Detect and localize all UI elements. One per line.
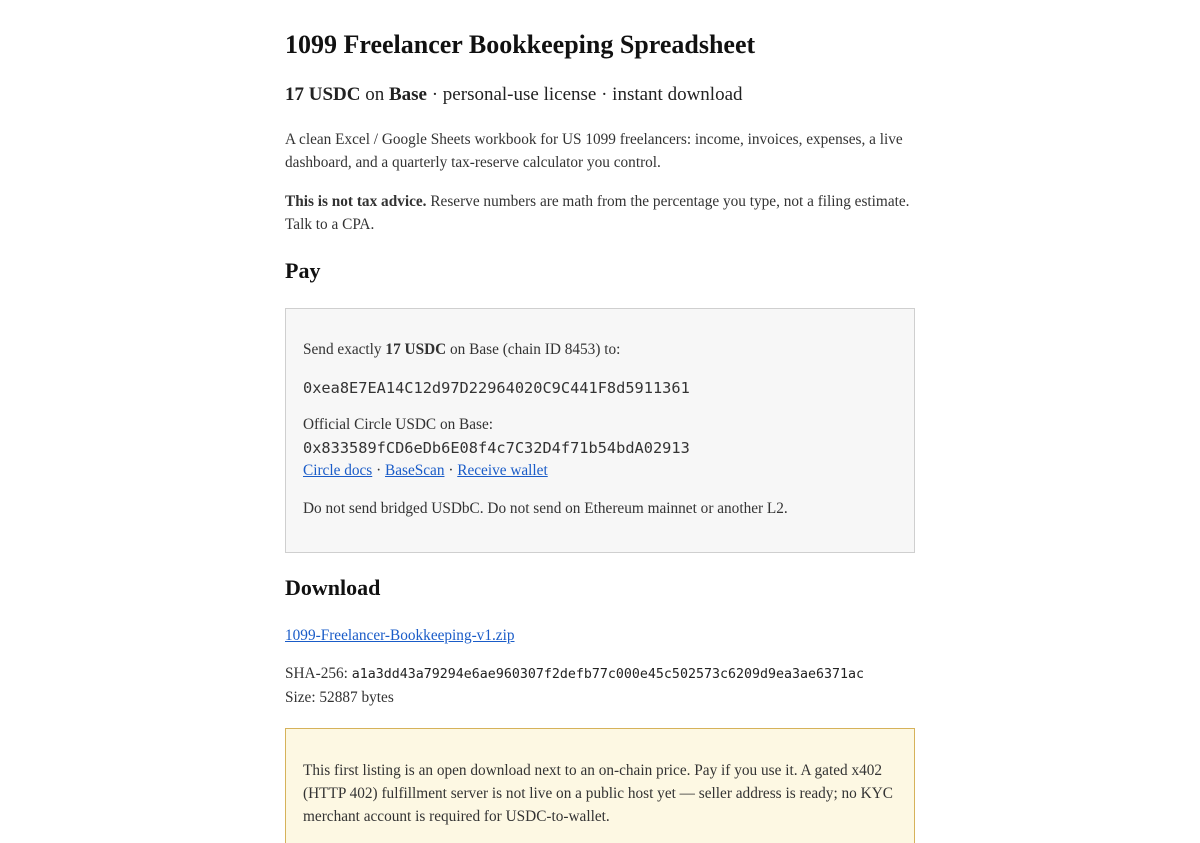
price-network: Base: [388, 84, 427, 105]
notice-text: This first listing is an open download next to an on-chain price. Pay if you use it. A gated x402 (HTTP 402) fulfillment server is not live on a public host yet — seller address is ready; no KYC merchant account is required for USDC-to-wallet.: [303, 762, 893, 825]
price-on: on: [365, 84, 385, 105]
tax-disclaimer: [285, 190, 915, 236]
download-link-row: [285, 624, 915, 647]
sha256-value: a1a3dd43a79294e6ae960307f2defb77c000e45c502573c6209d9ea3ae6371ac: [351, 667, 865, 682]
disclaimer-text: Reserve numbers are math from the percentage you type, not a filing estimate. Talk to a CPA.: [285, 193, 910, 233]
network-warning: Do not send bridged USDbC. Do not send on Ethereum mainnet or another L2.: [303, 500, 788, 517]
fulfillment-notice: [285, 728, 915, 843]
product-description: A clean Excel / Google Sheets workbook for US 1099 freelancers: income, invoices, expenses, a live dashboard, and a quarterly tax-reserve calculator you control.: [285, 131, 903, 171]
price-line: [285, 84, 743, 106]
price-amount: 17 USDC: [285, 84, 361, 105]
official-usdc-label: Official Circle USDC on Base:: [303, 416, 494, 433]
reference-links: [303, 459, 548, 482]
download-heading: Download: [285, 575, 381, 600]
official-usdc-address[interactable]: 0x833589fCD6eDb6E08f4c7C32D4f71b54bdA02913: [303, 439, 690, 457]
disclaimer-bold: This is not tax advice.: [285, 193, 427, 210]
send-prefix: Send exactly: [303, 341, 382, 358]
payment-box: [285, 308, 915, 553]
page-title: 1099 Freelancer Bookkeeping Spreadsheet: [285, 30, 756, 59]
circle-docs-link[interactable]: Circle docs: [303, 462, 373, 479]
download-file-link[interactable]: 1099-Freelancer-Bookkeeping-v1.zip: [285, 627, 515, 644]
sha256-row: [285, 662, 915, 686]
link-separator: ·: [376, 462, 382, 479]
license-info: · personal-use license · instant download: [431, 84, 743, 105]
basescan-link[interactable]: BaseScan: [385, 462, 445, 479]
receive-address[interactable]: 0xea8E7EA14C12d97D22964020C9C441F8d5911361: [303, 379, 690, 397]
file-size: Size: 52887 bytes: [285, 689, 394, 706]
send-amount: 17 USDC: [385, 341, 447, 358]
sha256-label: SHA-256:: [285, 665, 348, 682]
send-suffix: on Base (chain ID 8453) to:: [450, 341, 621, 358]
receive-wallet-link[interactable]: Receive wallet: [457, 462, 548, 479]
pay-heading: Pay: [285, 258, 321, 283]
link-separator: ·: [448, 462, 454, 479]
send-instruction: [303, 338, 620, 361]
